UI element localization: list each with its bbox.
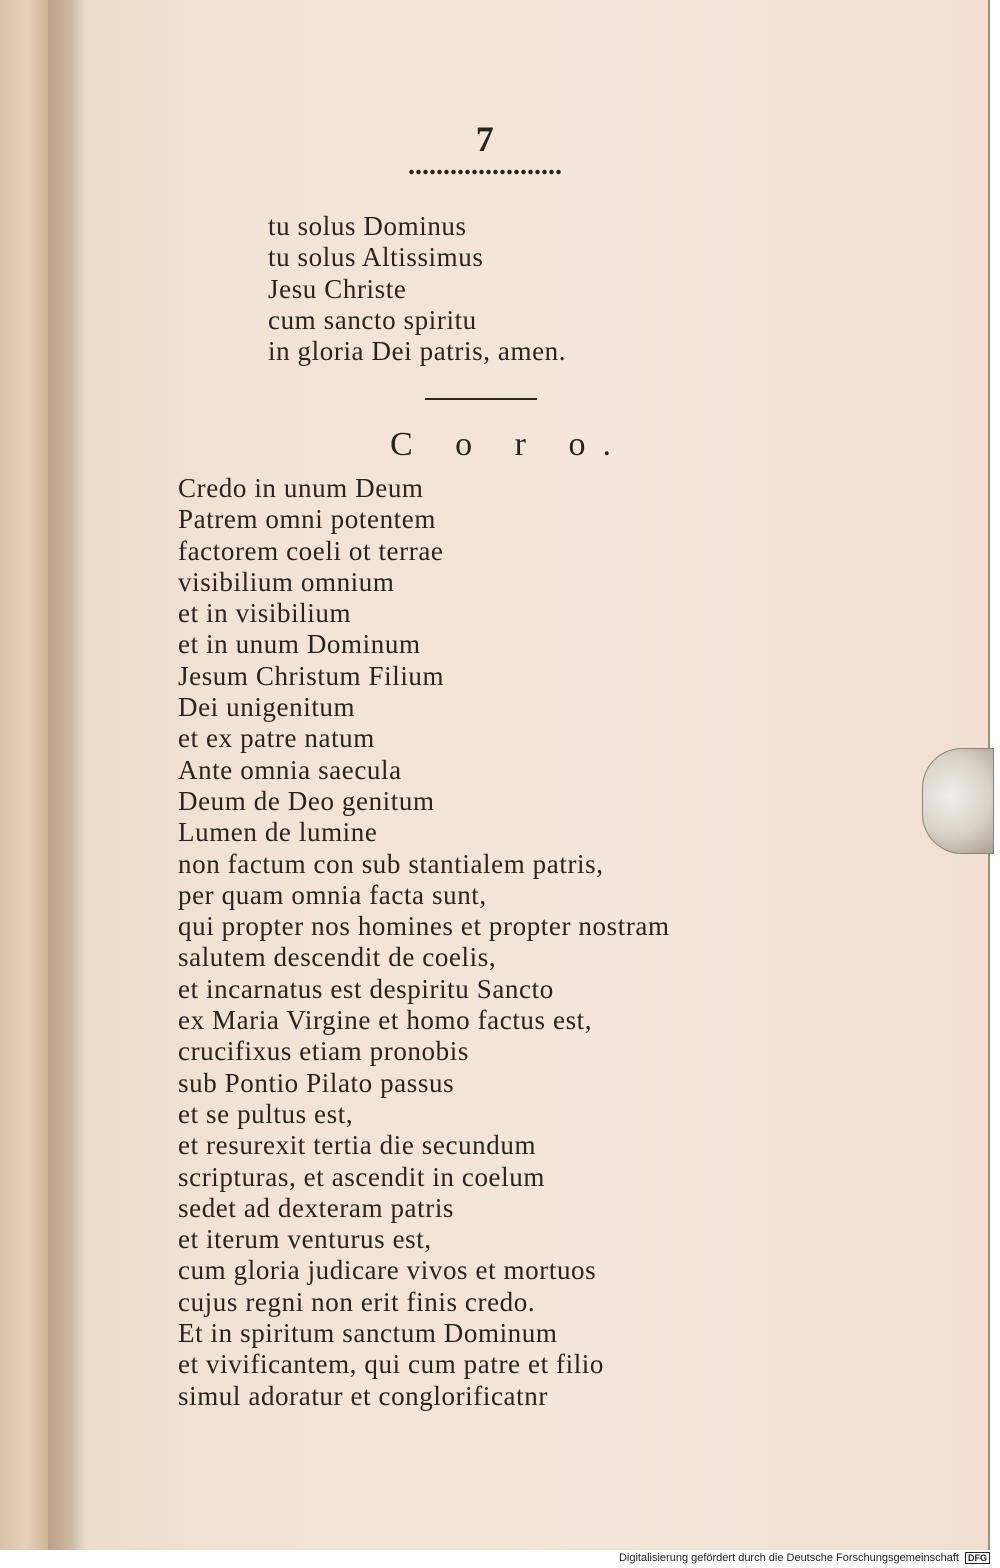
verse-line: Jesum Christum Filium xyxy=(178,660,445,691)
verse-line: per quam omnia facta sunt, xyxy=(178,879,487,910)
verse-line: cum sancto spiritu xyxy=(268,304,477,335)
page-number: 7 xyxy=(475,119,495,159)
left-page-edge xyxy=(0,0,49,1550)
gutter-shadow xyxy=(48,0,86,1550)
verse-line: factorem coeli ot terrae xyxy=(178,535,444,566)
verse-line: tu solus Dominus xyxy=(268,211,467,241)
dfg-logo: DFG xyxy=(965,1552,990,1564)
verse-line: crucifixus etiam pronobis xyxy=(178,1036,469,1067)
verse-line: simul adoratur et conglorificatnr xyxy=(178,1380,548,1411)
section-divider xyxy=(425,398,537,400)
verse-line: Dei unigenitum xyxy=(178,692,356,723)
verse-line: et ex patre natum xyxy=(178,723,375,754)
verse-line: Et in spiritum sanctum Dominum xyxy=(178,1318,558,1349)
verse-line: et in visibilium xyxy=(178,598,352,629)
verse-line: et incarnatus est despiritu Sancto xyxy=(178,973,554,1004)
verse-line: et vivificantem, qui cum patre et filio xyxy=(178,1349,605,1380)
verse-line: et se pultus est, xyxy=(178,1098,354,1129)
verse-line: Deum de Deo genitum xyxy=(178,785,435,816)
verse-line: cum gloria judicare vivos et mortuos xyxy=(178,1255,597,1286)
verse-line: cujus regni non erit finis credo. xyxy=(178,1286,536,1317)
verse-line: non factum con sub stantialem patris, xyxy=(178,848,604,879)
verse-line: in gloria Dei patris, amen. xyxy=(268,336,567,367)
verse-line: tu solus Altissimus xyxy=(268,242,484,273)
verse-line: visibilium omnium xyxy=(178,566,395,597)
verse-line: et in unum Dominum xyxy=(178,629,421,660)
section-heading: C o r o. xyxy=(390,426,628,463)
verse-line: sub Pontio Pilato passus xyxy=(178,1067,455,1098)
opening-verse-block xyxy=(268,211,566,367)
digitization-credit xyxy=(0,1552,990,1564)
verse-line: ex Maria Virgine et homo factus est, xyxy=(178,1005,593,1036)
credit-text: Digitalisierung gefördert durch die Deutsche Forschungsgemeinschaft xyxy=(618,1552,959,1564)
dotted-rule xyxy=(408,166,563,178)
verse-line: sedet ad dexteram patris xyxy=(178,1192,455,1223)
verse-line: qui propter nos homines et propter nostram xyxy=(178,911,670,942)
verse-line: Jesu Christe xyxy=(268,273,407,304)
verse-line: Credo in unum Deum xyxy=(178,473,424,503)
page-tab-marker xyxy=(922,748,994,854)
verse-line: scripturas, et ascendit in coelum xyxy=(178,1161,545,1192)
credo-verse-block xyxy=(178,473,670,1412)
verse-line: Patrem omni potentem xyxy=(178,504,436,535)
verse-line: Ante omnia saecula xyxy=(178,754,402,785)
verse-line: et resurexit tertia die secundum xyxy=(178,1130,537,1161)
verse-line: et iterum venturus est, xyxy=(178,1224,432,1255)
verse-line: Lumen de lumine xyxy=(178,817,378,848)
verse-line: salutem descendit de coelis, xyxy=(178,942,497,973)
